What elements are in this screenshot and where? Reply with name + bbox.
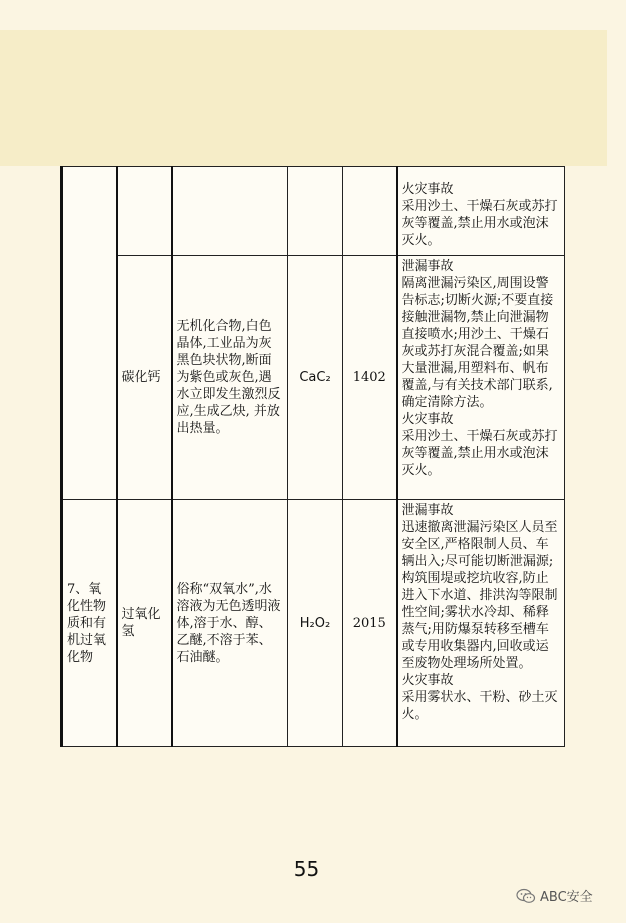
measures-heading: 火灾事故 xyxy=(401,182,454,197)
watermark xyxy=(516,886,593,905)
un-number-cell xyxy=(343,167,397,256)
watermark-text: ABC安全 xyxy=(540,890,593,905)
page-header-band xyxy=(0,30,607,166)
category-cell xyxy=(62,167,117,500)
measures-text: 采用沙土、干燥石灰或苏打灰等覆盖,禁止用水或泡沫灭火。 xyxy=(401,429,558,478)
un-number-cell: 1402 xyxy=(343,256,397,500)
table-row xyxy=(62,256,565,500)
name-cell: 碳化钙 xyxy=(117,256,172,500)
measures-heading: 泄漏事故 xyxy=(401,503,454,518)
category-cell: 7、氧化性物质和有机过氧化物 xyxy=(62,500,117,747)
formula-cell xyxy=(288,167,343,256)
name-cell: 过氧化氢 xyxy=(117,500,172,747)
measures-cell xyxy=(397,167,565,256)
wechat-icon xyxy=(516,888,536,904)
un-number-cell: 2015 xyxy=(343,500,397,747)
measures-text: 采用雾状水、干粉、砂土灭火。 xyxy=(401,690,558,722)
page-number: 55 xyxy=(293,857,320,881)
measures-heading: 泄漏事故 xyxy=(401,259,454,274)
measures-text: 迅速撤离泄漏污染区人员至安全区,严格限制人员、车辆出入;尽可能切断泄漏源;构筑围堤或挖坑收容,防止进入下水道、排洪沟等限制性空间;雾状水冷却、稀释蒸气;用防爆泵转移至槽车或专用收集器内,回收或运至废物处理场所处置。 xyxy=(401,520,558,671)
measures-cell xyxy=(397,256,565,500)
formula-cell: CaC₂ xyxy=(288,256,343,500)
description-cell: 无机化合物,白色晶体,工业品为灰黑色块状物,断面为紫色或灰色,遇水立即发生激烈反应,生成乙炔, 并放出热量。 xyxy=(172,256,288,500)
measures-heading: 火灾事故 xyxy=(401,412,454,427)
description-cell: 俗称“双氧水”,水溶液为无色透明液体,溶于水、醇、乙醚,不溶于苯、石油醚。 xyxy=(172,500,288,747)
formula-cell: H₂O₂ xyxy=(288,500,343,747)
measures-heading: 火灾事故 xyxy=(401,673,454,688)
measures-cell xyxy=(397,500,565,747)
description-cell xyxy=(172,167,288,256)
chemical-table xyxy=(60,166,565,747)
measures-text: 采用沙土、干燥石灰或苏打灰等覆盖,禁止用水或泡沫灭火。 xyxy=(401,199,558,248)
measures-text: 隔离泄漏污染区,周围设警告标志;切断火源;不要直接接触泄漏物,禁止向泄漏物直接喷水;用沙土、干燥石灰或苏打灰混合覆盖;如果大量泄漏,用塑料布、帆布覆盖,与有关技术部门联系, 确定清除方法。 xyxy=(401,276,554,410)
table-row xyxy=(62,500,565,747)
name-cell xyxy=(117,167,172,256)
table-row xyxy=(62,167,565,256)
